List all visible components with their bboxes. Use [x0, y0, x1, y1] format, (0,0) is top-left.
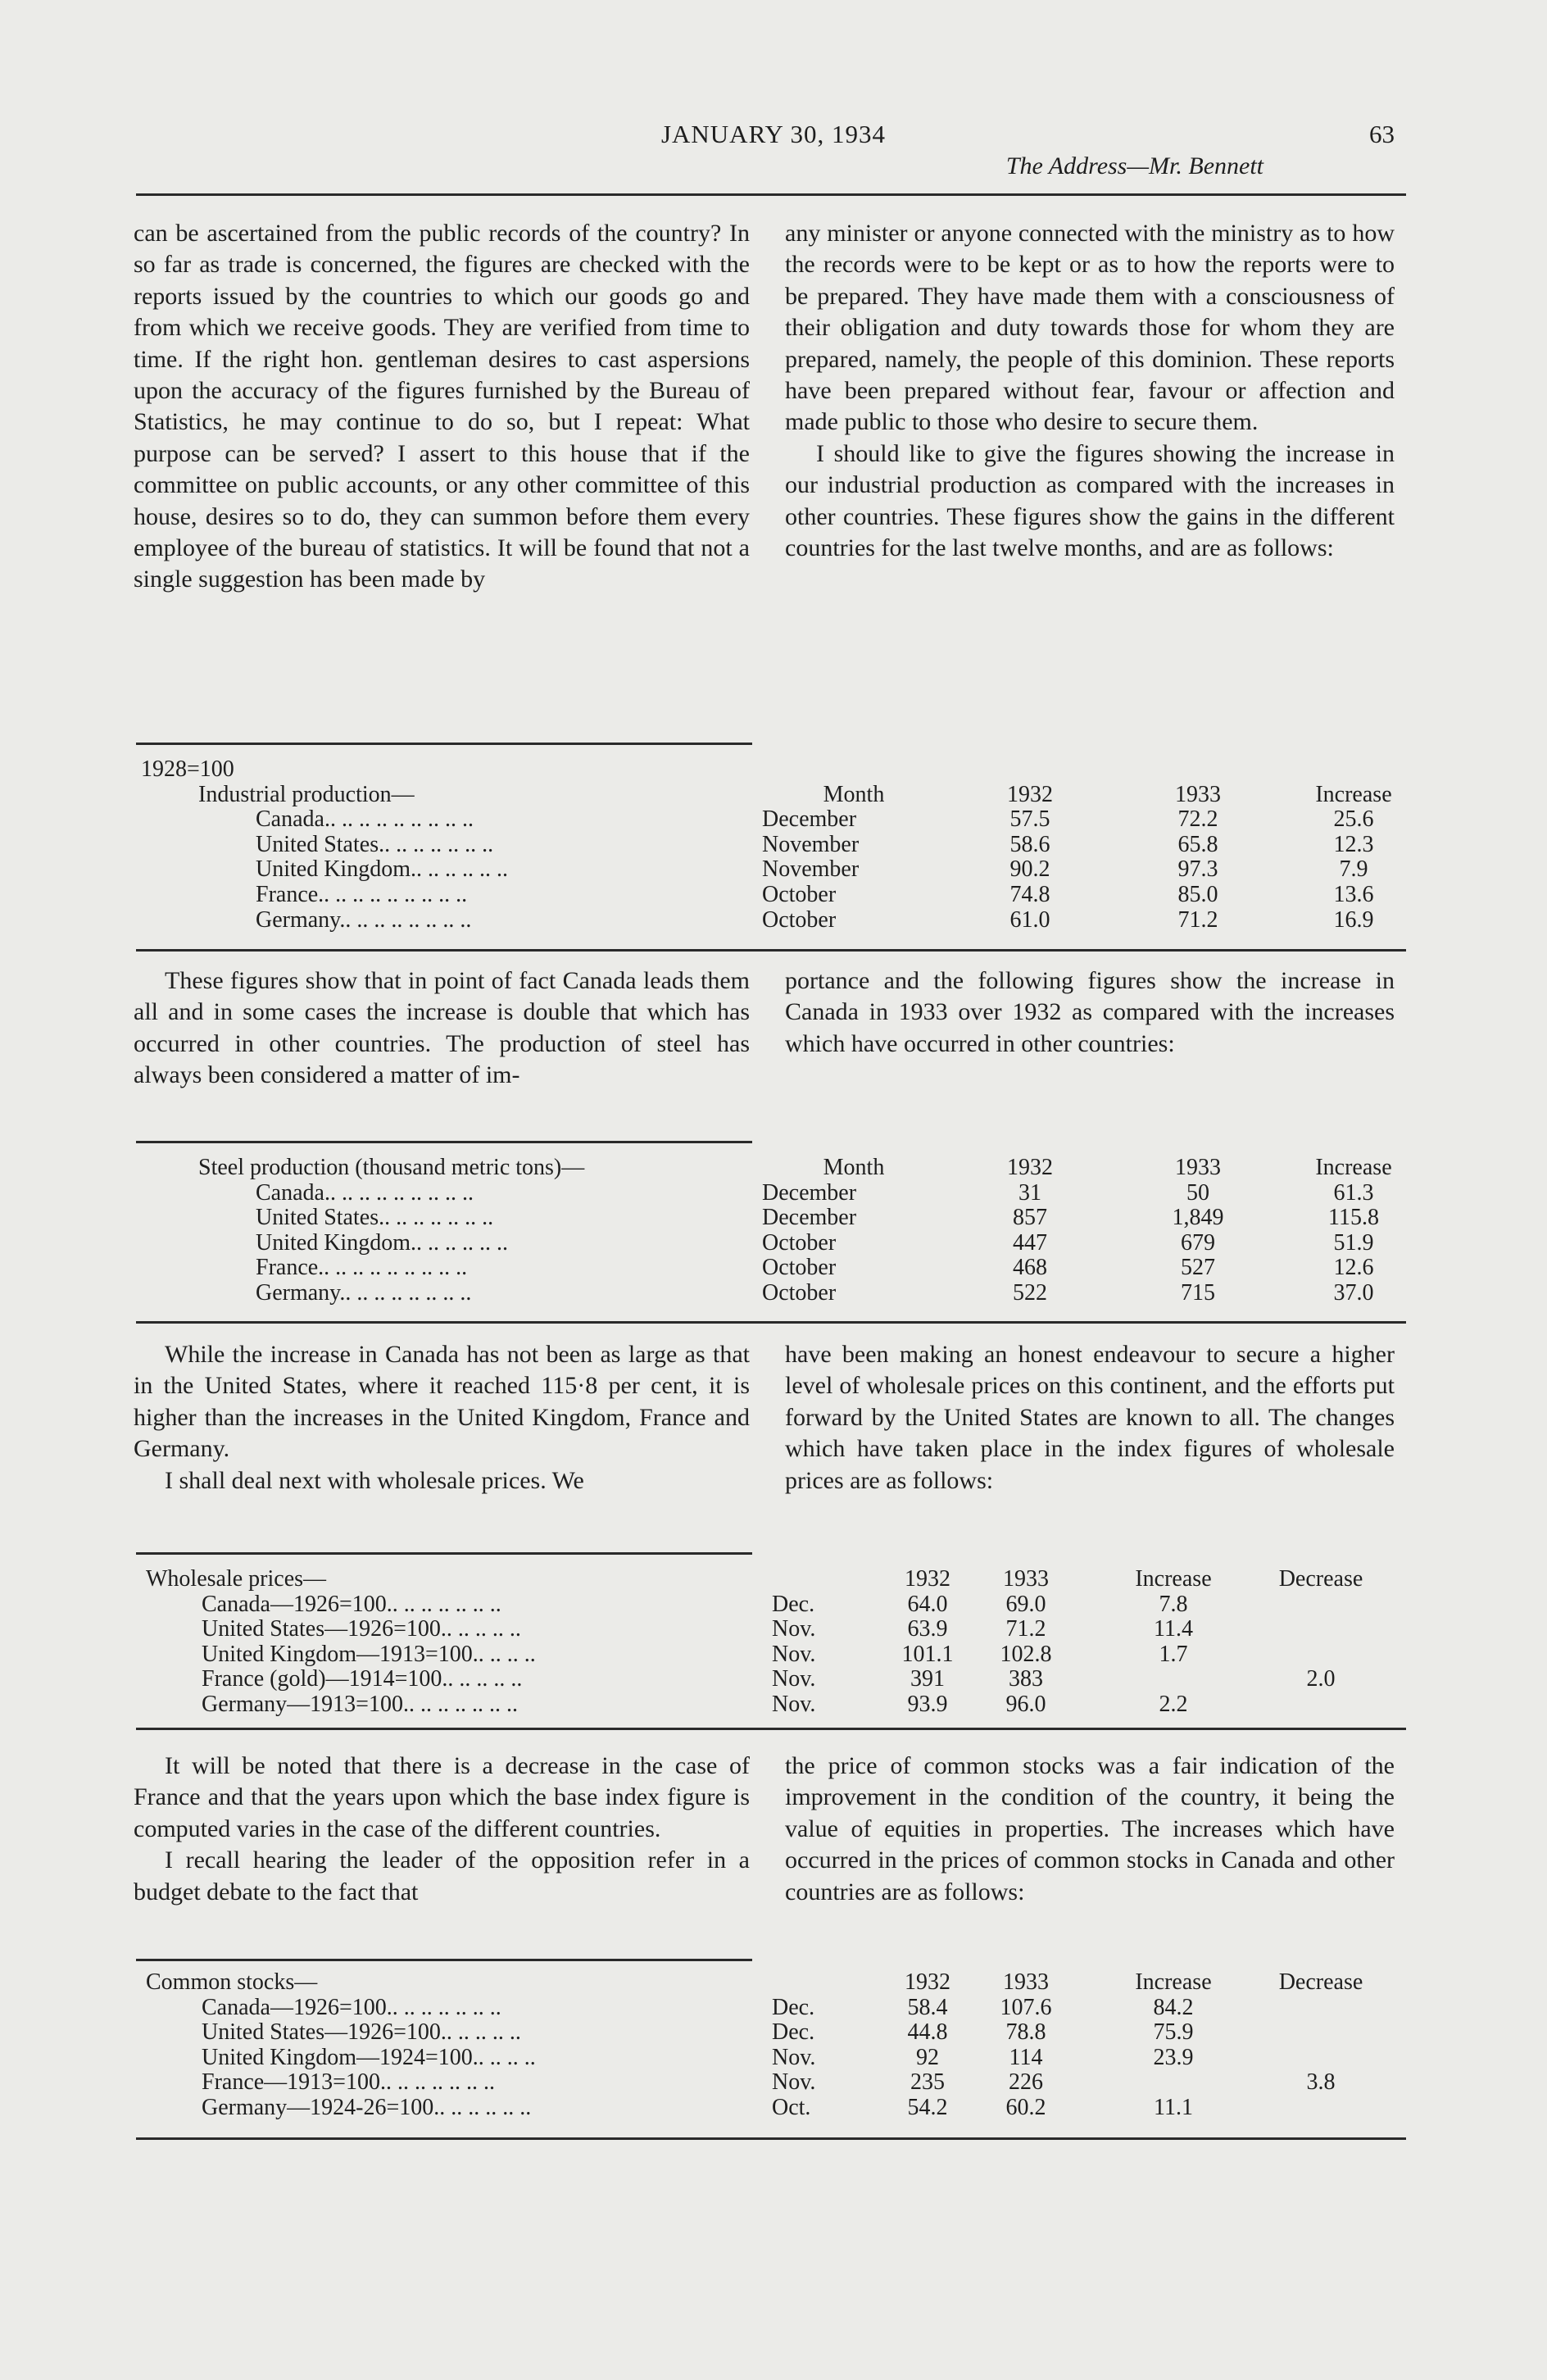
row-1933: 96.0 [1005, 1691, 1046, 1717]
row-increase: 1.7 [1159, 1641, 1188, 1667]
row-1933: 85.0 [1177, 881, 1218, 907]
table-header-row [141, 1567, 1403, 1592]
table-row [141, 1231, 1403, 1256]
row-1933: 72.2 [1177, 806, 1218, 833]
table-row [141, 2020, 1403, 2046]
table-title: Steel production (thousand metric tons)— [198, 1155, 585, 1180]
paragraph: the price of common stocks was a fair indication of the improvement in the condition of the country, it being the value of equities in properties. The increases which have occurred in the prices of common stocks in Canada and other countries are as follows: [785, 1752, 1395, 1905]
table1-rule [136, 949, 1406, 952]
row-1932: 92 [916, 2044, 939, 2070]
row-1932: 468 [1013, 1255, 1047, 1281]
table-row [141, 1692, 1403, 1718]
table-body [141, 807, 1403, 933]
table-row [141, 1256, 1403, 1281]
row-1932: 54.2 [907, 2094, 948, 2120]
section1-rule [136, 743, 752, 745]
row-increase: 115.8 [1328, 1205, 1379, 1231]
row-country: Canada.. .. .. .. .. .. .. .. .. [256, 806, 474, 833]
table2-rule [136, 1321, 1406, 1324]
row-month: Nov. [772, 1641, 816, 1667]
row-1933: 71.2 [1177, 906, 1218, 933]
row-month: October [762, 906, 837, 933]
column-header-increase: Increase [1315, 781, 1392, 807]
column-header-increase: Increase [1315, 1155, 1392, 1180]
row-increase: 51.9 [1333, 1229, 1374, 1256]
row-1932: 44.8 [907, 2019, 948, 2046]
row-1932: 57.5 [1009, 806, 1050, 833]
row-1933: 383 [1009, 1666, 1043, 1692]
table-row [141, 883, 1403, 908]
column-header-decrease: Decrease [1278, 1566, 1363, 1592]
row-1932: 74.8 [1009, 881, 1050, 907]
row-1932: 857 [1013, 1205, 1047, 1231]
table-row [141, 1281, 1403, 1306]
column-header-1933: 1933 [1003, 1566, 1049, 1592]
table-row [141, 1642, 1403, 1668]
row-month: Nov. [772, 1666, 816, 1692]
row-month: October [762, 1255, 837, 1281]
row-country: United States—1926=100.. .. .. .. .. [202, 2019, 521, 2046]
table-row [141, 807, 1403, 833]
row-1933: 226 [1009, 2069, 1043, 2096]
section3-rule [136, 1552, 752, 1555]
page-date: JANUARY 30, 1934 [660, 120, 887, 148]
row-increase: 2.2 [1159, 1691, 1188, 1717]
row-increase: 25.6 [1333, 806, 1374, 833]
row-1933: 1,849 [1172, 1205, 1224, 1231]
column-header-increase: Increase [1135, 1566, 1212, 1592]
paragraph: I recall hearing the leader of the opposition refer in a budget debate to the fact that [134, 1846, 750, 1905]
row-increase: 23.9 [1153, 2044, 1194, 2070]
column-header-increase: Increase [1135, 1969, 1212, 1995]
row-1933: 65.8 [1177, 831, 1218, 857]
column-header-1932: 1932 [1007, 781, 1053, 807]
table-row [141, 908, 1403, 933]
row-increase: 11.1 [1154, 2094, 1193, 2120]
table-base-label: 1928=100 [141, 756, 234, 782]
row-month: October [762, 1229, 837, 1256]
section2-left-column [134, 965, 750, 1092]
common-stocks-table [141, 1970, 1403, 2121]
table-row [141, 2070, 1403, 2096]
row-country: France—1913=100.. .. .. .. .. .. .. [202, 2069, 495, 2096]
row-1932: 58.6 [1009, 831, 1050, 857]
row-month: Dec. [772, 2019, 815, 2046]
row-1933: 107.6 [1000, 1994, 1052, 2020]
row-country: United Kingdom.. .. .. .. .. .. [256, 1229, 508, 1256]
table-row [141, 2046, 1403, 2071]
section4-right-column [785, 1751, 1395, 1908]
paragraph: It will be noted that there is a decrease in the case of France and that the years upon which the base index figure is computed varies in the case of the different countries. [134, 1752, 750, 1842]
row-month: Nov. [772, 1616, 816, 1642]
row-1932: 522 [1013, 1279, 1047, 1306]
row-1933: 69.0 [1005, 1591, 1046, 1617]
table-body [141, 1592, 1403, 1718]
column-header-1933: 1933 [1175, 1155, 1221, 1180]
row-country: France (gold)—1914=100.. .. .. .. .. [202, 1666, 523, 1692]
section1-right-column [785, 218, 1395, 564]
paragraph: portance and the following figures show the increase in Canada in 1933 over 1932 as compared with the increases which have occurred in other countries: [785, 967, 1395, 1057]
row-country: United Kingdom—1913=100.. .. .. .. [202, 1641, 536, 1667]
row-increase: 16.9 [1333, 906, 1374, 933]
table-title: Wholesale prices— [146, 1566, 327, 1592]
row-month: Nov. [772, 1691, 816, 1717]
running-subtitle: The Address—Mr. Bennett [1005, 152, 1263, 179]
row-1932: 101.1 [901, 1641, 954, 1667]
row-1933: 60.2 [1005, 2094, 1046, 2120]
row-month: October [762, 881, 837, 907]
row-1933: 679 [1181, 1229, 1215, 1256]
steel-production-table [141, 1156, 1403, 1306]
paragraph: can be ascertained from the public records of the country? In so far as trade is concerned, the figures are checked with the reports issued by the countries to which our goods go and from which we receive goods. They are verified from time to time. If the right hon. gentleman desires to cast aspersions upon the accuracy of the figures furnished by the Bureau of Statistics, he may continue to do so, but I repeat: What purpose can be served? I assert to this house that if the committee on public accounts, or any other committee of this house, desires so to do, they can summon before them every employee of the bureau of statistics. It will be found that not a single suggestion has been made by [134, 220, 750, 593]
section4-rule [136, 1959, 752, 1961]
paragraph: I should like to give the figures showing the increase in our industrial production as compared with the increases in other countries. These figures show the gains in the different countries for the last twelve months, and are as follows: [785, 439, 1395, 562]
table-row [141, 1617, 1403, 1642]
section3-left-column [134, 1339, 750, 1497]
row-country: United Kingdom—1924=100.. .. .. .. [202, 2044, 536, 2070]
row-country: Canada—1926=100.. .. .. .. .. .. .. [202, 1994, 501, 2020]
section2-right-column [785, 965, 1395, 1060]
table-row [141, 857, 1403, 883]
table-header-row [141, 1156, 1403, 1181]
row-1933: 78.8 [1005, 2019, 1046, 2046]
row-1932: 391 [910, 1666, 945, 1692]
column-header-1933: 1933 [1003, 1969, 1049, 1995]
row-month: Oct. [772, 2094, 811, 2120]
row-1932: 61.0 [1009, 906, 1050, 933]
column-header-1932: 1932 [905, 1969, 950, 1995]
row-country: Germany—1913=100.. .. .. .. .. .. .. [202, 1691, 518, 1717]
row-decrease: 2.0 [1306, 1666, 1336, 1692]
page-number: 63 [1369, 120, 1395, 148]
row-1933: 114 [1009, 2044, 1043, 2070]
row-month: Nov. [772, 2069, 816, 2096]
row-country: United States—1926=100.. .. .. .. .. [202, 1616, 521, 1642]
row-country: Canada—1926=100.. .. .. .. .. .. .. [202, 1591, 501, 1617]
table-title: Industrial production— [198, 781, 415, 807]
section3-right-column [785, 1339, 1395, 1497]
row-month: November [762, 856, 860, 883]
row-increase: 37.0 [1333, 1279, 1374, 1306]
row-1932: 90.2 [1009, 856, 1050, 883]
row-month: November [762, 831, 860, 857]
row-1932: 58.4 [907, 1994, 948, 2020]
row-1932: 63.9 [907, 1616, 948, 1642]
column-header-1932: 1932 [905, 1566, 950, 1592]
table-body [141, 1181, 1403, 1306]
paragraph: While the increase in Canada has not been as large as that in the United States, where it reached 115·8 per cent, it is higher than the increases in the United Kingdom, France and Germany. [134, 1341, 750, 1463]
section4-left-column [134, 1751, 750, 1908]
column-header-month: Month [823, 781, 885, 807]
paragraph: These figures show that in point of fact Canada leads them all and in some cases the increase is double that which has occurred in other countries. The production of steel has always been considered a matter of im- [134, 967, 750, 1089]
row-country: France.. .. .. .. .. .. .. .. .. [256, 1255, 468, 1281]
row-month: December [762, 806, 857, 833]
row-increase: 7.9 [1339, 856, 1368, 883]
row-increase: 12.3 [1333, 831, 1374, 857]
row-month: December [762, 1205, 857, 1231]
row-increase: 7.8 [1159, 1591, 1188, 1617]
row-month: Dec. [772, 1994, 815, 2020]
row-1933: 50 [1186, 1179, 1209, 1206]
paragraph: any minister or anyone connected with the ministry as to how the records were to be kept or as to how the reports were to be prepared. They have made them with a consciousness of their obligation and duty towards those for whom they are prepared, namely, the people of this dominion. These reports have been prepared without fear, favour or affection and made public to those who desire to secure them. [785, 220, 1395, 436]
paragraph: have been making an honest endeavour to secure a higher level of wholesale prices on this continent, and the efforts put forward by the United States are known to all. The changes which have taken place in the index figures of wholesale prices are as follows: [785, 1341, 1395, 1494]
industrial-production-table [141, 757, 1403, 933]
row-country: United States.. .. .. .. .. .. .. [256, 831, 494, 857]
row-increase: 11.4 [1154, 1616, 1193, 1642]
table-base-row [141, 757, 1403, 783]
row-1933: 715 [1181, 1279, 1215, 1306]
row-1932: 235 [910, 2069, 945, 2096]
table-row [141, 1667, 1403, 1692]
row-month: December [762, 1179, 857, 1206]
table-body [141, 1996, 1403, 2121]
table-header-row [141, 783, 1403, 808]
column-header-decrease: Decrease [1278, 1969, 1363, 1995]
table-row [141, 833, 1403, 858]
row-1932: 93.9 [907, 1691, 948, 1717]
row-1933: 527 [1181, 1255, 1215, 1281]
row-country: Germany—1924-26=100.. .. .. .. .. .. [202, 2094, 532, 2120]
column-header-month: Month [823, 1155, 885, 1180]
table-title: Common stocks— [146, 1969, 318, 1995]
table-header-row [141, 1970, 1403, 1996]
row-increase: 13.6 [1333, 881, 1374, 907]
table-row [141, 1206, 1403, 1231]
row-increase: 75.9 [1153, 2019, 1194, 2046]
row-1933: 71.2 [1005, 1616, 1046, 1642]
table-row [141, 1996, 1403, 2021]
row-country: Germany.. .. .. .. .. .. .. .. [256, 906, 472, 933]
row-increase: 61.3 [1333, 1179, 1374, 1206]
row-month: Nov. [772, 2044, 816, 2070]
row-decrease: 3.8 [1306, 2069, 1336, 2096]
column-header-1932: 1932 [1007, 1155, 1053, 1180]
row-month: October [762, 1279, 837, 1306]
row-month: Dec. [772, 1591, 815, 1617]
row-country: United States.. .. .. .. .. .. .. [256, 1205, 494, 1231]
row-1932: 64.0 [907, 1591, 948, 1617]
row-increase: 12.6 [1333, 1255, 1374, 1281]
table-row [141, 1181, 1403, 1206]
row-1932: 31 [1018, 1179, 1041, 1206]
table3-rule [136, 1728, 1406, 1730]
row-1933: 102.8 [1000, 1641, 1052, 1667]
column-header-1933: 1933 [1175, 781, 1221, 807]
header-rule [136, 193, 1406, 196]
row-country: Germany.. .. .. .. .. .. .. .. [256, 1279, 472, 1306]
section2-rule [136, 1141, 752, 1143]
paragraph: I shall deal next with wholesale prices. We [165, 1466, 584, 1494]
wholesale-prices-table [141, 1567, 1403, 1718]
table4-rule [136, 2137, 1406, 2140]
row-country: United Kingdom.. .. .. .. .. .. [256, 856, 508, 883]
row-1932: 447 [1013, 1229, 1047, 1256]
row-increase: 84.2 [1153, 1994, 1194, 2020]
row-country: France.. .. .. .. .. .. .. .. .. [256, 881, 468, 907]
table-row [141, 1592, 1403, 1618]
row-1933: 97.3 [1177, 856, 1218, 883]
table-row [141, 2096, 1403, 2121]
row-country: Canada.. .. .. .. .. .. .. .. .. [256, 1179, 474, 1206]
section1-left-column [134, 218, 750, 596]
